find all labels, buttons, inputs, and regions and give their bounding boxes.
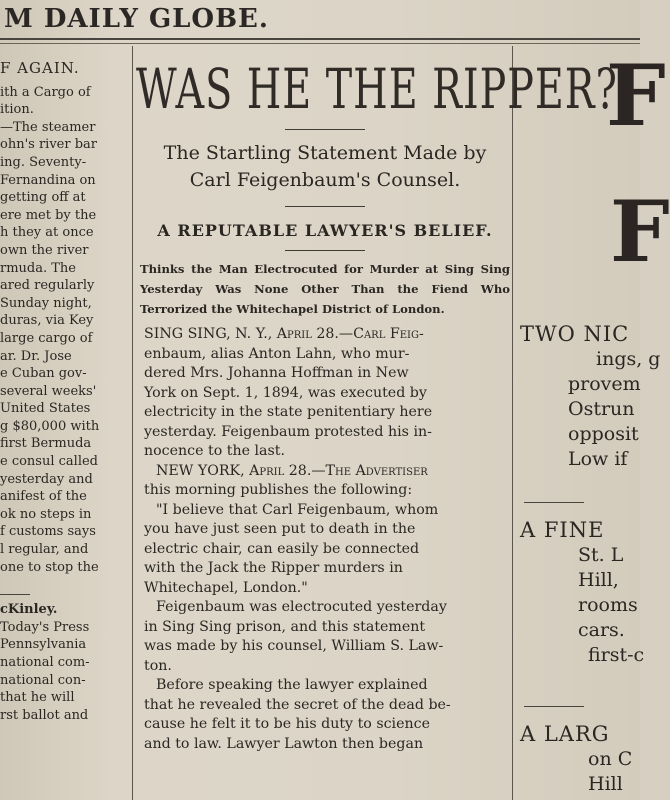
article-headline: WAS HE THE RIPPER?	[136, 58, 618, 122]
text-line: large cargo of	[0, 330, 93, 346]
text-line: anifest of the	[0, 489, 87, 505]
text-line: f customs says	[0, 524, 96, 540]
text-line: rooms	[578, 594, 638, 616]
text-line: own the river	[0, 242, 89, 258]
text-line: United States	[0, 401, 91, 417]
text-line: Sunday night,	[0, 295, 92, 311]
text-line: nocence to the last.	[144, 443, 285, 459]
article-body	[136, 325, 514, 754]
text-line: ared regularly	[0, 278, 95, 294]
masthead-rule-thin	[0, 43, 640, 44]
text-line: ohn's river bar	[0, 137, 97, 153]
text-line: enbaum, alias Anton Lahn, who mur-	[144, 345, 410, 362]
right-column	[516, 46, 670, 800]
text-line: Pennsylvania	[0, 637, 87, 653]
text-line: SING SING, N. Y., April 28.—Carl Feig-	[144, 326, 424, 342]
article-subhead-1: The Startling Statement Made by	[163, 142, 487, 164]
text-line: ing. Seventy-	[0, 154, 87, 170]
text-line: Low if	[568, 448, 628, 470]
text-line: e Cuban gov-	[0, 366, 87, 382]
right-large-letter-2: F	[610, 182, 670, 281]
text-line: electricity in the state penitentiary here	[144, 404, 433, 420]
article-subhead-3: A REPUTABLE LAWYER'S BELIEF.	[157, 221, 493, 240]
left-section-rule	[0, 594, 30, 595]
text-line: national com-	[0, 655, 90, 670]
text-line: yesterday. Feigenbaum protested his in-	[144, 423, 432, 440]
text-line: opposit	[568, 423, 639, 445]
left-column-headline: F AGAIN.	[0, 59, 80, 77]
text-line: with the Jack the Ripper murders in	[144, 560, 403, 576]
text-line: electric chair, can easily be connected	[144, 540, 420, 557]
text-line: ings, g	[596, 348, 661, 370]
text-line: first Bermuda	[0, 436, 92, 452]
text-line: dered Mrs. Johanna Hoffman in New	[144, 365, 409, 381]
text-line: ith a Cargo of	[0, 84, 91, 100]
text-line: Fernandina on	[0, 172, 96, 188]
text-line: Before speaking the lawyer explained	[156, 677, 428, 693]
text-line: cars.	[578, 619, 625, 641]
text-line: l regular, and	[0, 542, 89, 558]
left-column	[0, 60, 130, 724]
text-line: national con-	[0, 672, 86, 688]
right-heading-3: A LARG	[520, 722, 610, 746]
text-line: Today's Press	[0, 619, 90, 635]
text-line: Ostrun	[568, 398, 635, 420]
left-section-body	[0, 619, 130, 725]
masthead: M DAILY GLOBE.	[4, 4, 269, 34]
text-line: ok no steps in	[0, 506, 92, 522]
text-line: and to law. Lawyer Lawton then began	[144, 735, 424, 752]
text-line: several weeks'	[0, 383, 97, 399]
text-line: that he revealed the secret of the dead be-	[144, 696, 451, 713]
text-line: this morning publishes the following:	[144, 482, 413, 498]
text-line: Hill,	[578, 569, 619, 591]
text-line: g $80,000 with	[0, 418, 100, 434]
text-line: Hill	[588, 773, 623, 795]
text-line: Whitechapel, London."	[144, 579, 308, 596]
text-line: NEW YORK, April 28.—The Advertiser	[156, 462, 428, 479]
text-line: rst ballot and	[0, 707, 89, 723]
left-gap	[0, 576, 130, 588]
article-subhead-2: Carl Feigenbaum's Counsel.	[189, 169, 461, 191]
text-line: e consul called	[0, 454, 99, 470]
text-line: "I believe that Carl Feigenbaum, whom	[156, 501, 439, 518]
text-line: ton.	[144, 657, 172, 674]
right-large-letter-1: F	[606, 46, 666, 145]
right-heading-1: TWO NIC	[520, 322, 630, 346]
text-line: h they at once	[0, 225, 94, 241]
right-rule-2	[524, 706, 584, 707]
text-line: cause he felt it to be his duty to science	[144, 716, 430, 732]
text-line: ar. Dr. Jose	[0, 348, 72, 364]
text-line: Feigenbaum was electrocuted yesterday	[156, 599, 447, 615]
right-heading-2: A FINE	[520, 518, 605, 542]
text-line: in Sing Sing prison, and this statement	[144, 618, 426, 635]
text-line: you have just seen put to death in the	[144, 521, 416, 537]
text-line: rmuda. The	[0, 260, 76, 276]
left-section-headline: cKinley.	[0, 602, 58, 618]
text-line: on C	[588, 748, 633, 770]
article-deck: Thinks the Man Electrocuted for Murder at Sing Sing Yesterday Was None Other Than the Fiend Who Terrorized the Whitechapel District of London.	[140, 262, 510, 316]
headline-rule	[285, 129, 365, 130]
text-line: York on Sept. 1, 1894, was executed by	[144, 384, 427, 401]
left-column-body	[0, 84, 130, 577]
right-rule-1	[524, 502, 584, 503]
text-line: first-c	[588, 644, 645, 666]
text-line: —The steamer	[0, 119, 96, 135]
text-line: St. L	[578, 544, 624, 566]
text-line: ition.	[0, 102, 34, 118]
text-line: one to stop the	[0, 559, 99, 575]
masthead-rule	[0, 38, 640, 40]
text-line: yesterday and	[0, 471, 93, 487]
text-line: ere met by the	[0, 207, 97, 223]
text-line: that he will	[0, 690, 75, 706]
text-line: duras, via Key	[0, 313, 94, 329]
text-line: provem	[568, 373, 641, 395]
text-line: getting off at	[0, 190, 86, 206]
subhead-rule	[285, 206, 365, 207]
column-divider-left	[132, 46, 133, 800]
text-line: was made by his counsel, William S. Law-	[144, 638, 444, 654]
deck-rule	[285, 250, 365, 251]
